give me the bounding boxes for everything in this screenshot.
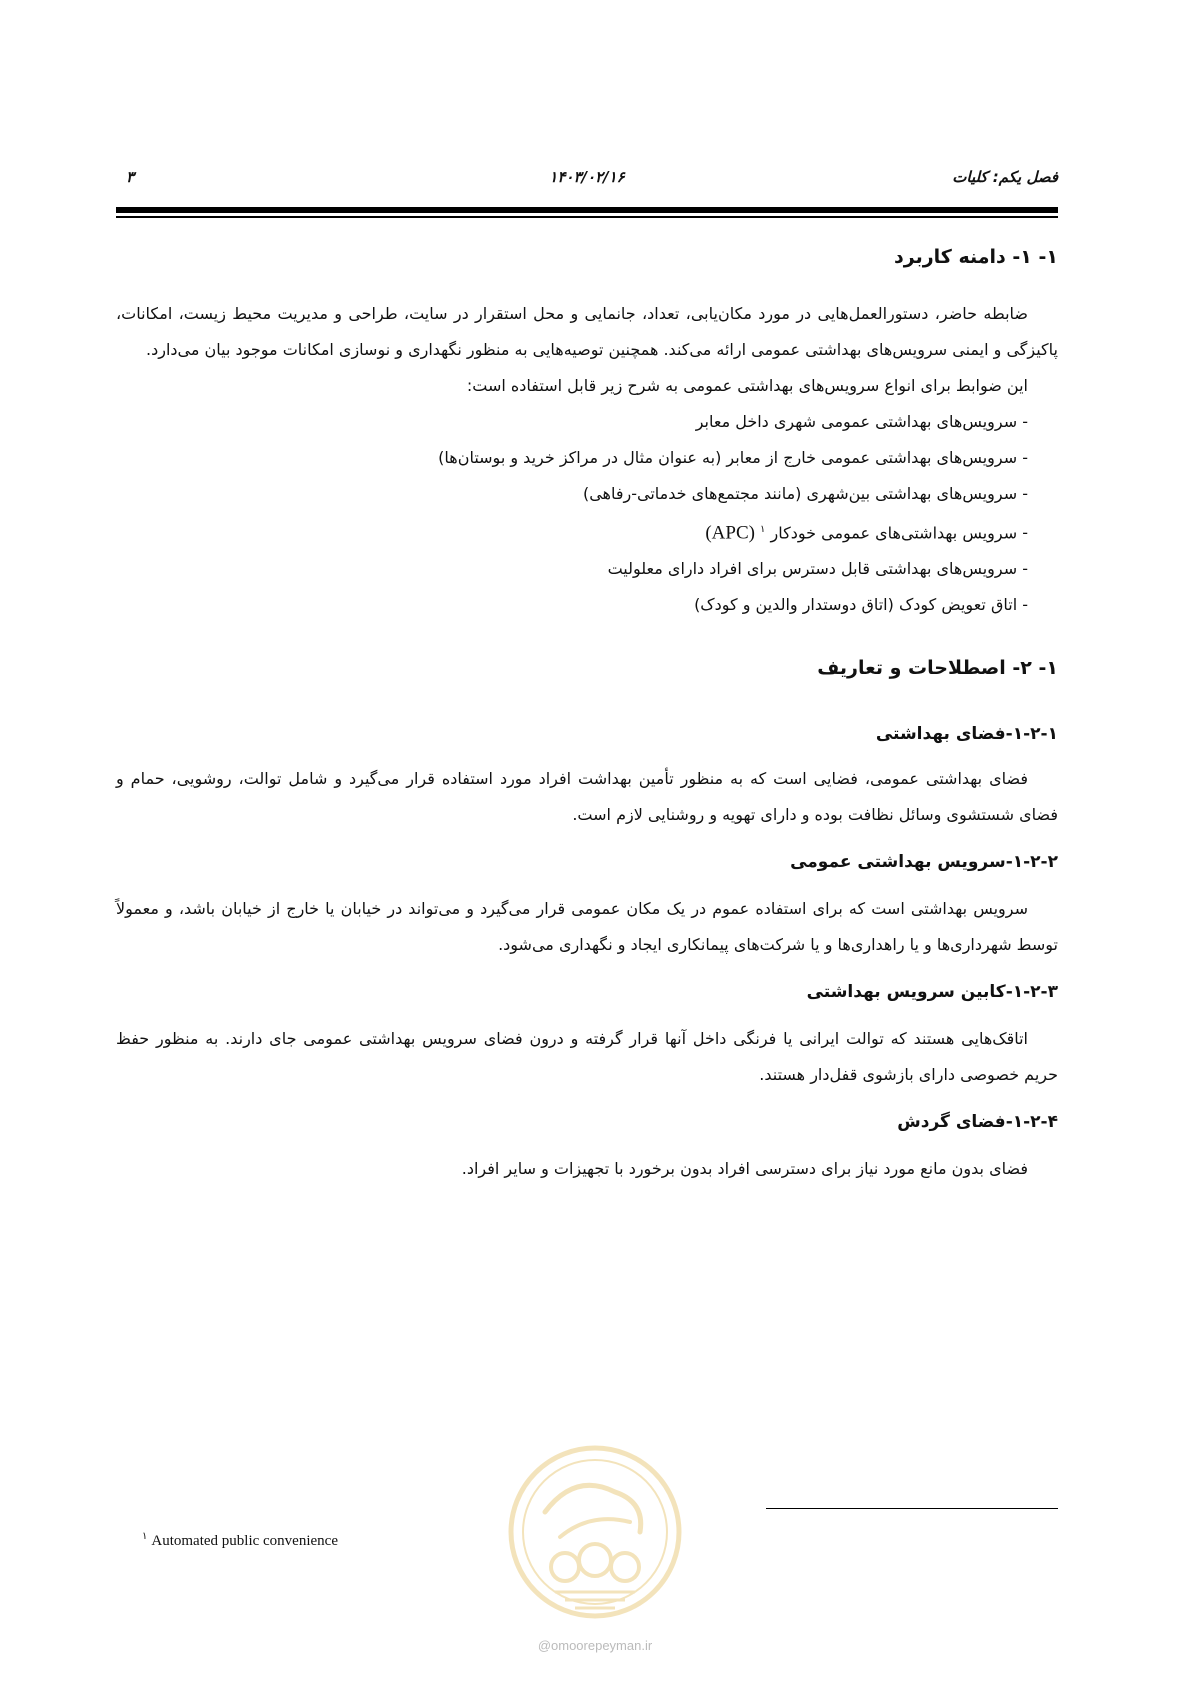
list-item: - سرویس‌های بهداشتی بین‌شهری (مانند مجتمع‌های خدماتی-رفاهی) bbox=[116, 476, 1028, 512]
subsection-title-circulation: ۱-۲-۴-فضای گردش bbox=[897, 1112, 1058, 1133]
hygiene-space-paragraph: فضای بهداشتی عمومی، فضایی است که به منظور تأمین بهداشت افراد مورد استفاده قرار می‌گیرد و شامل توالت، روشویی، حمام و فضای شستشوی وسائل نظافت بوده و دارای تهویه و روشنایی لازم است. bbox=[116, 769, 1058, 825]
page-number: ۳ bbox=[126, 168, 135, 186]
subsection-title-public-toilet: ۱-۲-۲-سرویس بهداشتی عمومی bbox=[790, 852, 1058, 873]
cabin-paragraph: اتاقک‌هایی هستند که توالت ایرانی یا فرنگی داخل آنها قرار گرفته و درون فضای سرویس بهداشتی عمومی جای دارند. به منظور حفظ حریم خصوصی دارای بازشوی قفل‌دار هستند. bbox=[116, 1029, 1058, 1085]
list-item: - سرویس‌های بهداشتی عمومی خارج از معابر (به عنوان مثال در مراکز خرید و بوستان‌ها) bbox=[116, 440, 1028, 476]
list-item: - سرویس‌های بهداشتی عمومی شهری داخل معابر bbox=[116, 404, 1028, 440]
scope-list-intro: این ضوابط برای انواع سرویس‌های بهداشتی عمومی به شرح زیر قابل استفاده است: bbox=[466, 376, 1028, 395]
header-rule-thin bbox=[116, 216, 1058, 218]
header-rule-thick bbox=[116, 207, 1058, 213]
section-title-definitions: ۱- ۲- اصطلاحات و تعاریف bbox=[817, 657, 1058, 680]
watermark-url: @omoorepeyman.ir bbox=[537, 1638, 653, 1653]
list-item: - اتاق تعویض کودک (اتاق دوستدار والدین و کودک) bbox=[116, 587, 1028, 623]
subsection-title-hygiene-space: ۱-۲-۱-فضای بهداشتی bbox=[875, 724, 1058, 745]
page-header bbox=[116, 168, 1058, 192]
footnote-separator bbox=[766, 1508, 1058, 1509]
circulation-paragraph: فضای بدون مانع مورد نیاز برای دسترسی افراد بدون برخورد با تجهیزات و سایر افراد. bbox=[461, 1159, 1028, 1179]
scope-list bbox=[116, 404, 1058, 623]
footnote-text: Automated public convenience bbox=[151, 1533, 338, 1549]
section-title-scope: ۱- ۱- دامنه کاربرد bbox=[894, 246, 1058, 268]
header-date: ۱۴۰۳/۰۲/۱۶ bbox=[549, 168, 625, 186]
page-content bbox=[116, 240, 1058, 1187]
footnote-mark: ١ bbox=[142, 1531, 148, 1542]
subsection-title-cabin: ۱-۲-۳-کابین سرویس بهداشتی bbox=[806, 982, 1058, 1003]
footnote-ref: ۱ bbox=[760, 524, 766, 535]
scope-paragraph: ضابطه حاضر، دستورالعمل‌هایی در مورد مکان‌یابی، تعداد، جانمایی و محل استقرار در سایت، طراحی و مدیریت محیط زیست، امکانات، پاکیزگی و ایمنی سرویس‌های بهداشتی عمومی ارائه می‌کند. همچنین توصیه‌هایی به منظور نگهداری و نوسازی امکانات موجود بیان می‌دارد. bbox=[116, 304, 1058, 359]
public-toilet-paragraph: سرویس بهداشتی است که برای استفاده عموم در یک مکان عمومی قرار می‌گیرد و می‌تواند در خیابان یا خارج از خیابان باشد، و معمولاً توسط شهرداری‌ها و یا راهداری‌ها و یا شرکت‌های پیمانکاری ایجاد و نگهداری می‌شود. bbox=[116, 899, 1058, 955]
chapter-title: فصل یکم: کلیات bbox=[952, 168, 1058, 186]
watermark-seal-icon bbox=[505, 1442, 685, 1622]
apc-abbrev: (APC) bbox=[705, 522, 755, 544]
list-item: - سرویس بهداشتی‌های عمومی خودکار $^۱$ (APC) bbox=[116, 512, 1028, 551]
list-item: - سرویس‌های بهداشتی قابل دسترس برای افراد دارای معلولیت bbox=[116, 551, 1028, 587]
footnote bbox=[142, 1531, 338, 1550]
